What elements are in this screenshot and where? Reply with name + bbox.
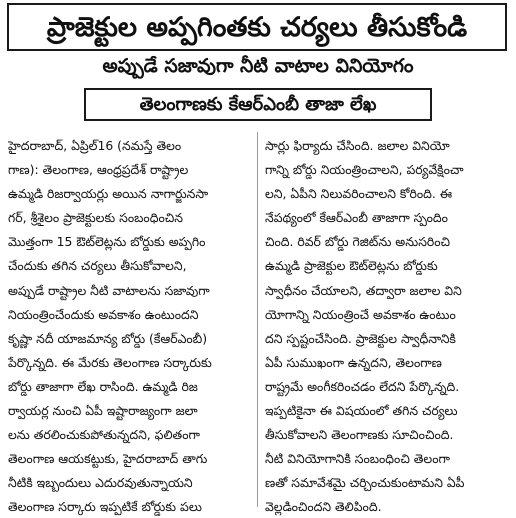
tagline: తెలంగాణకు కేఆర్ఎంబీ తాజా లేఖ bbox=[139, 93, 377, 115]
article-line: ఇప్పటికైనా ఈ విషయంలో తగిన చర్యలు bbox=[265, 403, 458, 419]
article-line: ణతో సమావేశమై చర్చించుకుంటామని ఏపీ bbox=[265, 475, 465, 491]
article-line: తీసుకోవాలని తెలంగాణకు సూచించింది. bbox=[265, 427, 454, 443]
article-line: తెలంగాణ ఆయకట్టుకు, హైదరాబాద్ తాగు bbox=[8, 451, 208, 467]
article-line: ఏపీ సుముఖంగా ఉన్నదని, తెలంగాణ bbox=[265, 354, 442, 370]
article-line: గాన్ని బోర్డు నియంత్రించాలని, పర్యవేక్షించా bbox=[265, 162, 464, 178]
article-line: దని స్పష్టంచేసింది. ప్రాజెక్టుల స్వాధీనానికి bbox=[265, 330, 456, 346]
article-line: లను తరలించుకుపోతున్నదని, ఫలితంగా bbox=[8, 427, 200, 443]
article-line: నేపథ్యంలో కేఆర్ఎంబీ తాజాగా స్పందిం bbox=[265, 210, 448, 226]
headline: ప్రాజెక్టుల అప్పగింతకు చర్యలు తీసుకోండి bbox=[46, 11, 468, 43]
column-divider bbox=[257, 132, 258, 507]
article-line: నీటికి ఇబ్బందులు ఎదురవుతున్నాయని bbox=[8, 475, 193, 491]
article-line: కృష్ణా నదీ యాజమాన్య బోర్డు (కేఆర్ఎంబీ) bbox=[8, 330, 208, 346]
article-line: నీటి వినియోగానికి సంబంధించి తెలంగా bbox=[265, 451, 450, 467]
article-line: హైదరాబాద్, ఏప్రిల్16 (నమస్తే తెలం bbox=[8, 138, 182, 153]
article-line: ఉమ్మడి ప్రాజెక్టుల ఔట్‌లెట్లను బోర్డుకు bbox=[265, 258, 438, 274]
article-line: ఉమ్మడి రిజర్వాయర్లు అయిన నాగార్జునసా bbox=[8, 186, 209, 202]
article-line: చేందుకు తగిన చర్యలు తీసుకోవాలని, bbox=[8, 258, 187, 274]
article-line: గర్, శ్రీశైలం ప్రాజెక్టులకు సంబంధించిన bbox=[8, 210, 183, 226]
article-line: స్వాధీనం చేయాలని, తద్వారా జలాల విని bbox=[265, 282, 462, 298]
article-line: యోగాన్ని నియంత్రించే అవకాశం ఉంటుం bbox=[265, 306, 456, 322]
article-line: చింది. రివర్ బోర్డు గెజిట్‌ను అనుసరించి bbox=[265, 234, 451, 250]
article-line: పేర్కొన్నది. ఈ మేరకు తెలంగాణ సర్కారుకు bbox=[8, 354, 212, 370]
article-line: అప్పుడే రాష్ట్రాల నీటి వాటాలను సజావుగా bbox=[8, 282, 210, 298]
article-line: లని, ఏపీని నిలువరించాలని కోరింది. ఈ bbox=[265, 186, 453, 202]
article-right-column bbox=[265, 134, 511, 518]
article-line: సార్లు ఫిర్యాదు చేసింది. జలాల వినియో bbox=[265, 138, 450, 153]
subheadline: అప్పుడే సజావుగా నీటి వాటాల వినియోగం bbox=[102, 55, 414, 77]
article-line: రాష్ట్రమే అంగీకరించడం లేదని పేర్కొన్నది. bbox=[265, 378, 460, 394]
article-line: మొత్తంగా 15 ఔట్‌లెట్లను బోర్డుకు అప్పగిం bbox=[8, 234, 206, 250]
article-line: గాణ): తెలంగాణ, ఆంధ్రప్రదేశ్ రాష్ట్రాల bbox=[8, 162, 189, 178]
article-line: ర్వాయర్ల నుంచి ఏపీ ఇష్టారాజ్యంగా జలా bbox=[8, 403, 198, 419]
article-line: నియంత్రించేందుకు అవకాశం ఉంటుందని bbox=[8, 306, 199, 322]
tagline-frame bbox=[84, 88, 432, 121]
article-line: బోర్డు తాజాగా లేఖ రాసింది. ఉమ్మడి రిజ bbox=[8, 378, 198, 394]
article-line: వెల్లడించిందని తెలిపింది. bbox=[265, 499, 382, 515]
article-line: తెలంగాణ సర్కారు ఇప్పటికే బోర్డుకు పలు bbox=[8, 499, 202, 515]
headline-frame bbox=[7, 3, 507, 51]
article-left-column bbox=[8, 134, 254, 518]
